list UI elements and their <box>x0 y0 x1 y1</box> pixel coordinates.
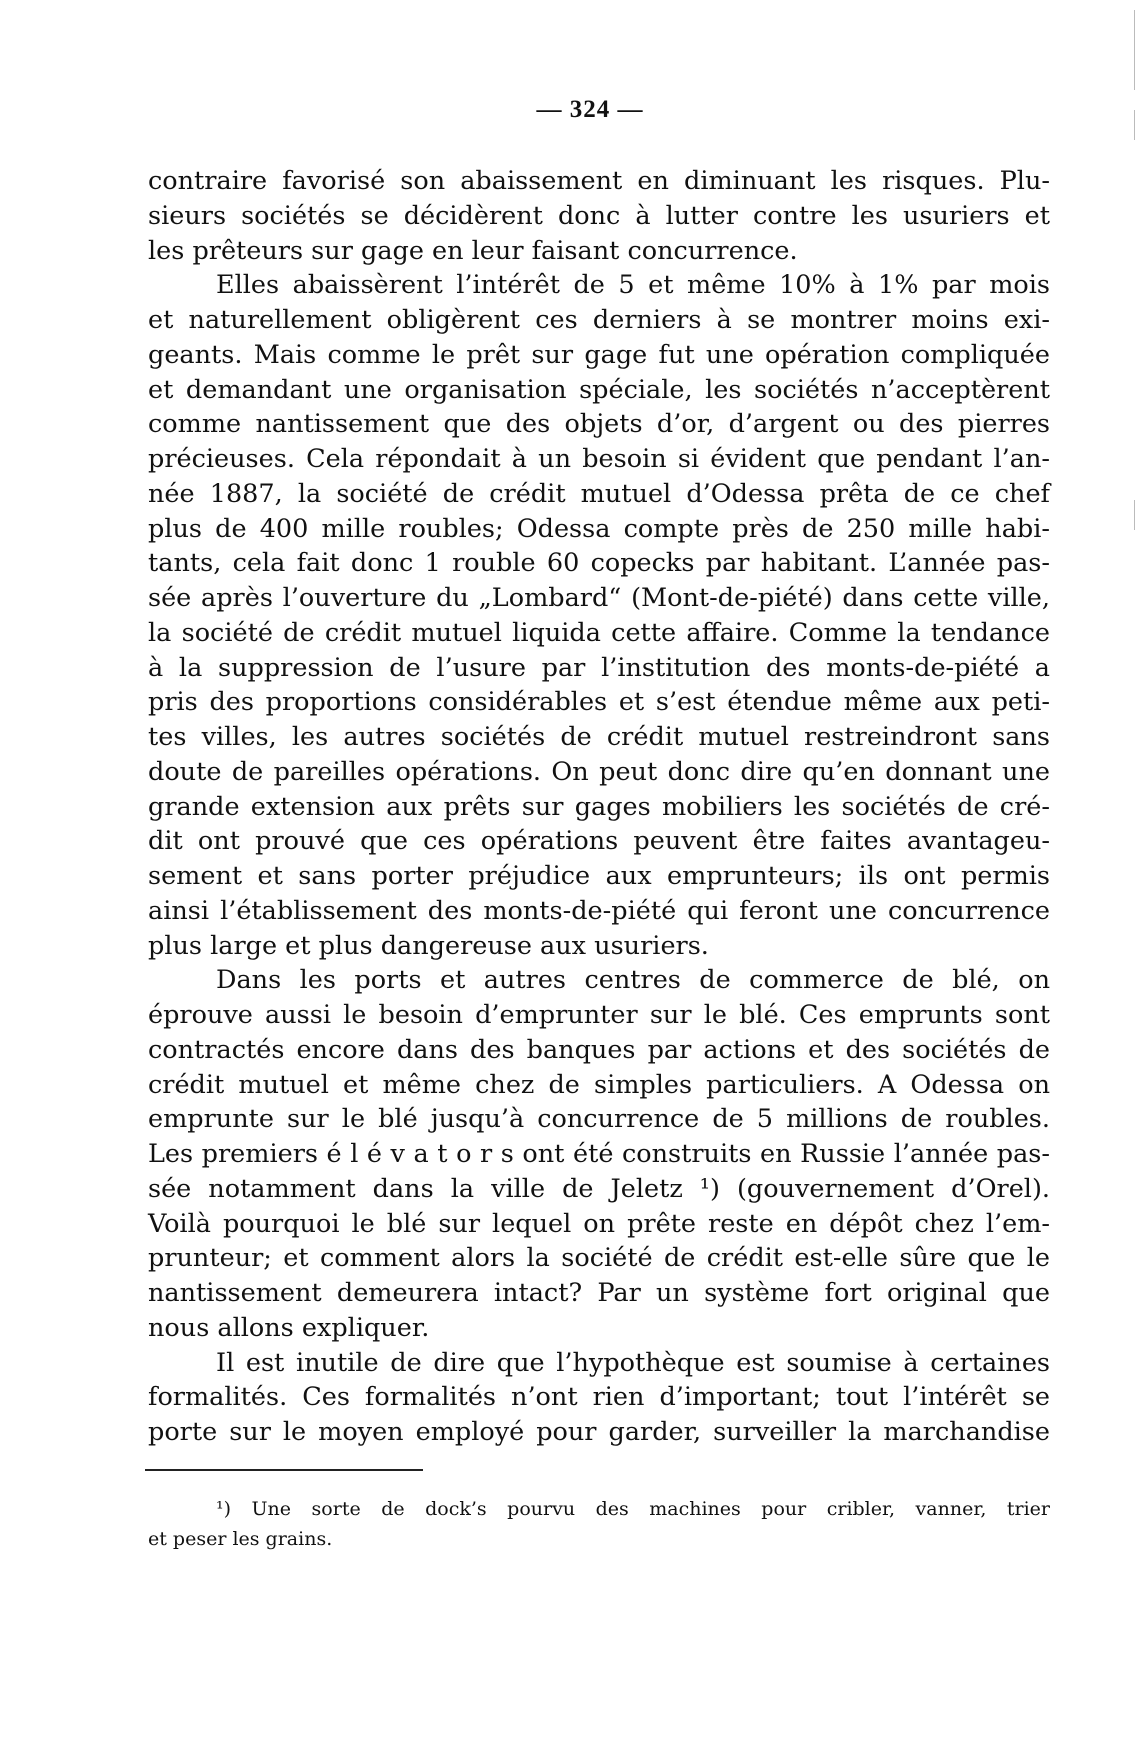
footnote <box>148 1494 1050 1554</box>
scan-edge-mark <box>1134 500 1135 530</box>
text-line: nantissement demeurera intact? Par un système fort original que <box>148 1278 1050 1308</box>
text-line: les prêteurs sur gage en leur faisant concurrence. <box>148 235 798 266</box>
text-line: crédit mutuel et même chez de simples particuliers. A Odessa on <box>148 1069 1050 1100</box>
paragraph-start-line: Il est inutile de dire que l’hypothèque est soumise à certaines <box>216 1347 1050 1378</box>
text-line: plus de 400 mille roubles; Odessa compte près de 250 mille habi- <box>148 513 1050 544</box>
text-line: sieurs sociétés se décidèrent donc à lutter contre les usuriers et <box>148 200 1050 231</box>
footnote-line: ¹) Une sorte de dock’s pourvu des machines pour cribler, vanner, trier <box>216 1498 1050 1520</box>
text-line: geants. Mais comme le prêt sur gage fut une opération compliquée <box>148 339 1050 370</box>
footnote-divider <box>145 1469 423 1471</box>
text-line: éprouve aussi le besoin d’emprunter sur le blé. Ces emprunts sont <box>148 1000 1050 1030</box>
footnote-line: et peser les grains. <box>148 1528 333 1550</box>
paragraph-start-line: Elles abaissèrent l’intérêt de 5 et même 10% à 1% par mois <box>216 270 1050 301</box>
text-line: la société de crédit mutuel liquida cette affaire. Comme la tendance <box>148 617 1050 648</box>
text-line: formalités. Ces formalités n’ont rien d’important; tout l’intérêt se <box>148 1382 1050 1413</box>
text-line: sée après l’ouverture du „Lombard“ (Mont-de-piété) dans cette ville, <box>148 583 1050 613</box>
text-line: ainsi l’établissement des monts-de-piété qui feront une concurrence <box>148 895 1050 926</box>
text-line: nous allons expliquer. <box>148 1312 430 1343</box>
page-number: — 324 — <box>536 96 644 123</box>
footnote-reference-line: sée notamment dans la ville de Jeletz ¹) (gouvernement d’Orel). <box>148 1173 1050 1204</box>
body-text <box>148 164 1050 1450</box>
text-line: comme nantissement que des objets d’or, d’argent ou des pierres <box>148 409 1050 440</box>
text-line: tants, cela fait donc 1 rouble 60 copecks par habitant. L’année pas- <box>148 548 1050 579</box>
scan-edge-mark <box>1134 110 1135 140</box>
text-line: née 1887, la société de crédit mutuel d’Odessa prêta de ce chef <box>148 478 1050 509</box>
text-line: porte sur le moyen employé pour garder, surveiller la marchandise <box>148 1417 1050 1447</box>
text-line: prunteur; et comment alors la société de crédit est-elle sûre que le <box>148 1243 1050 1274</box>
text-line: contractés encore dans des banques par actions et des sociétés de <box>148 1034 1050 1065</box>
text-line: sement et sans porter préjudice aux emprunteurs; ils ont permis <box>148 861 1050 891</box>
text-line: précieuses. Cela répondait à un besoin si évident que pendant l’an- <box>148 444 1050 474</box>
text-line: tes villes, les autres sociétés de crédit mutuel restreindront sans <box>148 722 1050 752</box>
text-line: Voilà pourquoi le blé sur lequel on prête reste en dépôt chez l’em- <box>148 1208 1050 1239</box>
text-line: dit ont prouvé que ces opérations peuvent être faites avantageu- <box>148 826 1050 857</box>
scan-edge-mark <box>1134 10 1135 90</box>
paragraph-start-line: Dans les ports et autres centres de commerce de blé, on <box>216 965 1050 996</box>
text-line: contraire favorisé son abaissement en diminuant les risques. Plu- <box>148 166 1050 196</box>
text-line: pris des proportions considérables et s’est étendue même aux peti- <box>148 687 1050 718</box>
text-line: emprunte sur le blé jusqu’à concurrence de 5 millions de roubles. <box>148 1104 1050 1135</box>
text-line: plus large et plus dangereuse aux usuriers. <box>148 930 709 961</box>
text-line: grande extension aux prêts sur gages mobiliers les sociétés de cré- <box>148 791 1050 822</box>
text-line: et demandant une organisation spéciale, les sociétés n’acceptèrent <box>148 374 1050 405</box>
text-line: Les premiers é l é v a t o r s ont été construits en Russie l’année pas- <box>148 1139 1050 1169</box>
text-line: et naturellement obligèrent ces derniers à se montrer moins exi- <box>148 305 1050 335</box>
text-line: à la suppression de l’usure par l’institution des monts-de-piété a <box>148 652 1050 683</box>
text-line: doute de pareilles opérations. On peut donc dire qu’en donnant une <box>148 756 1050 787</box>
